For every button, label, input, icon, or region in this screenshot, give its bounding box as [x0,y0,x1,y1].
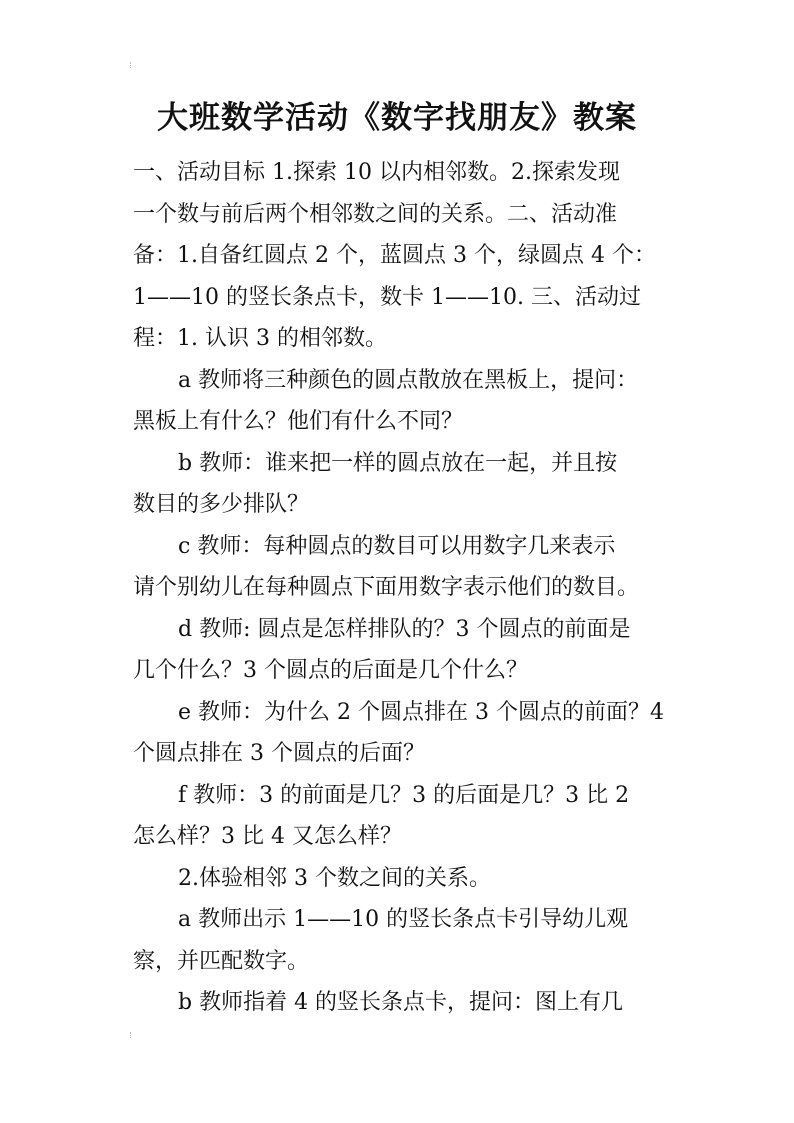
text-line: 数目的多少排队？ [133,492,310,517]
text-line: 黑板上有什么？他们有什么不同？ [133,409,464,434]
text-line: 请个别幼儿在每种圆点下面用数字表示他们的数目。 [133,575,640,600]
text-line: a 教师将三种颜色的圆点散放在黑板上，提问： [178,368,639,393]
text-line: f 教师：3 的前面是几？3 的后面是几？3 比 2 [178,783,630,808]
document-title: 大班数学活动《数字找朋友》教案 [157,100,637,136]
text-line: 察，并匹配数字。 [133,949,310,974]
corner-mark-icon [130,62,134,68]
text-line: b 教师：谁来把一样的圆点放在一起，并且按 [178,451,618,476]
text-line: 几个什么？3 个圆点的后面是几个什么？ [133,658,528,683]
text-line: 1——10 的竖长条点卡，数卡 1——10. 三、活动过 [133,285,641,310]
text-line: 备：1.自备红圆点 2 个，蓝圆点 3 个，绿圆点 4 个： [133,243,656,268]
corner-mark-icon [130,1032,134,1038]
text-line: a 教师出示 1——10 的竖长条点卡引导幼儿观 [178,907,629,932]
text-line: 个圆点排在 3 个圆点的后面？ [133,741,425,766]
text-line: c 教师：每种圆点的数目可以用数字几来表示 [178,534,616,559]
text-line: b 教师指着 4 的竖长条点卡，提问：图上有几 [178,990,624,1015]
text-line: 一个数与前后两个相邻数之间的关系。二、活动准 [133,202,618,227]
text-line: d 教师: 圆点是怎样排队的？3 个圆点的前面是 [178,617,631,642]
text-line: e 教师：为什么 2 个圆点排在 3 个圆点的前面？4 [178,700,664,725]
text-line: 一、活动目标 1.探索 10 以内相邻数。2.探索发现 [133,160,620,185]
text-line: 程：1. 认识 3 的相邻数。 [133,326,387,351]
text-line: 2.体验相邻 3 个数之间的关系。 [178,866,491,891]
text-line: 怎么样？3 比 4 又怎么样？ [133,824,402,849]
